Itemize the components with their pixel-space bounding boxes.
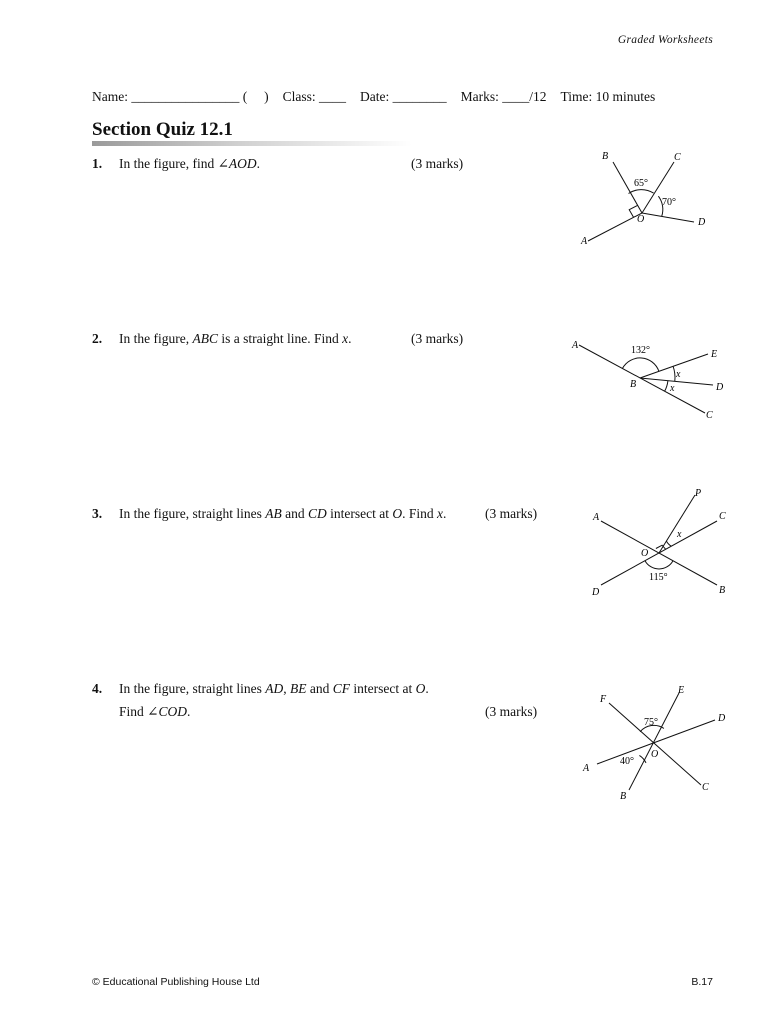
fig2-angle-x-lower: x bbox=[670, 383, 675, 394]
question-1-text: In the figure, find ∠AOD. bbox=[119, 156, 261, 171]
fig3-angle-x: x bbox=[677, 529, 682, 540]
fig4-label-e: E bbox=[678, 685, 685, 696]
arc-132 bbox=[622, 358, 659, 371]
name-field: Name: ________________ ( ) bbox=[92, 89, 269, 104]
fig4-label-d: D bbox=[718, 713, 726, 724]
arc-x-lower bbox=[665, 381, 668, 392]
question-1-marks: (3 marks) bbox=[411, 156, 464, 171]
student-info-row bbox=[92, 89, 712, 105]
fig1-angle-70: 70° bbox=[662, 197, 676, 208]
marks-field: Marks: ____/12 bbox=[460, 89, 547, 104]
question-4-figure bbox=[575, 680, 735, 805]
fig3-label-p: P bbox=[695, 488, 702, 499]
fig2-label-d: D bbox=[716, 382, 724, 393]
arc-115 bbox=[645, 561, 673, 569]
date-field: Date: ________ bbox=[360, 89, 447, 104]
fig3-label-b: B bbox=[719, 585, 726, 596]
fig4-label-a: A bbox=[583, 763, 590, 774]
page-number: B.17 bbox=[691, 976, 713, 988]
question-2-figure bbox=[565, 333, 725, 428]
right-angle-mark bbox=[656, 545, 666, 549]
question-3-text: In the figure, straight lines AB and CD intersect at O. Find x. bbox=[119, 506, 447, 521]
arc-x bbox=[666, 541, 671, 546]
question-2-number: 2. bbox=[92, 331, 103, 346]
section-title: Section Quiz 12.1 bbox=[92, 119, 233, 140]
fig2-label-b: B bbox=[630, 379, 637, 390]
question-4-number: 4. bbox=[92, 681, 103, 696]
fig4-label-b: B bbox=[620, 791, 627, 802]
question-1-number: 1. bbox=[92, 156, 103, 171]
fig2-label-e: E bbox=[711, 349, 718, 360]
fig4-label-f: F bbox=[600, 694, 607, 705]
question-4-text-line2: Find ∠COD. bbox=[119, 704, 191, 719]
fig4-angle-40: 40° bbox=[620, 756, 634, 767]
fig2-angle-x-upper: x bbox=[676, 369, 681, 380]
arc-x-upper bbox=[673, 366, 675, 381]
fig3-label-d: D bbox=[592, 587, 600, 598]
ray-od bbox=[642, 213, 694, 222]
ray-be bbox=[640, 354, 708, 378]
time-field: Time: 10 minutes bbox=[560, 89, 656, 104]
fig1-label-o: O bbox=[637, 214, 645, 225]
fig4-label-c: C bbox=[702, 782, 709, 793]
question-3-figure bbox=[585, 485, 735, 600]
fig1-label-a: A bbox=[581, 236, 588, 247]
fig1-label-b: B bbox=[602, 151, 609, 162]
arc-65 bbox=[629, 190, 654, 194]
publisher-copyright: © Educational Publishing House Ltd bbox=[92, 976, 260, 988]
question-3-marks: (3 marks) bbox=[485, 506, 538, 521]
fig3-label-a: A bbox=[593, 512, 600, 523]
line-cf bbox=[609, 703, 701, 785]
fig4-angle-75: 75° bbox=[644, 717, 658, 728]
fig3-label-o: O bbox=[641, 548, 649, 559]
fig1-angle-65: 65° bbox=[634, 178, 648, 189]
question-4-marks: (3 marks) bbox=[485, 704, 538, 719]
question-1-figure bbox=[570, 145, 720, 255]
fig1-label-c: C bbox=[674, 152, 681, 163]
fig3-label-c: C bbox=[719, 511, 726, 522]
fig3-angle-115: 115° bbox=[649, 572, 668, 583]
class-field: Class: ____ bbox=[282, 89, 346, 104]
question-2-marks: (3 marks) bbox=[411, 331, 464, 346]
question-4-text: In the figure, straight lines AD, BE and CF intersect at O. bbox=[119, 681, 429, 696]
fig1-label-d: D bbox=[698, 217, 706, 228]
ray-op bbox=[659, 495, 695, 553]
title-underline-bar bbox=[92, 141, 412, 146]
question-2-text: In the figure, ABC is a straight line. Find x. bbox=[119, 331, 352, 346]
fig2-label-a: A bbox=[572, 340, 579, 351]
fig4-label-o: O bbox=[651, 749, 659, 760]
fig2-angle-132: 132° bbox=[631, 345, 650, 356]
question-3-number: 3. bbox=[92, 506, 103, 521]
worksheet-series-label: Graded Worksheets bbox=[617, 34, 713, 46]
fig2-label-c: C bbox=[706, 410, 713, 421]
line-be bbox=[629, 693, 679, 790]
